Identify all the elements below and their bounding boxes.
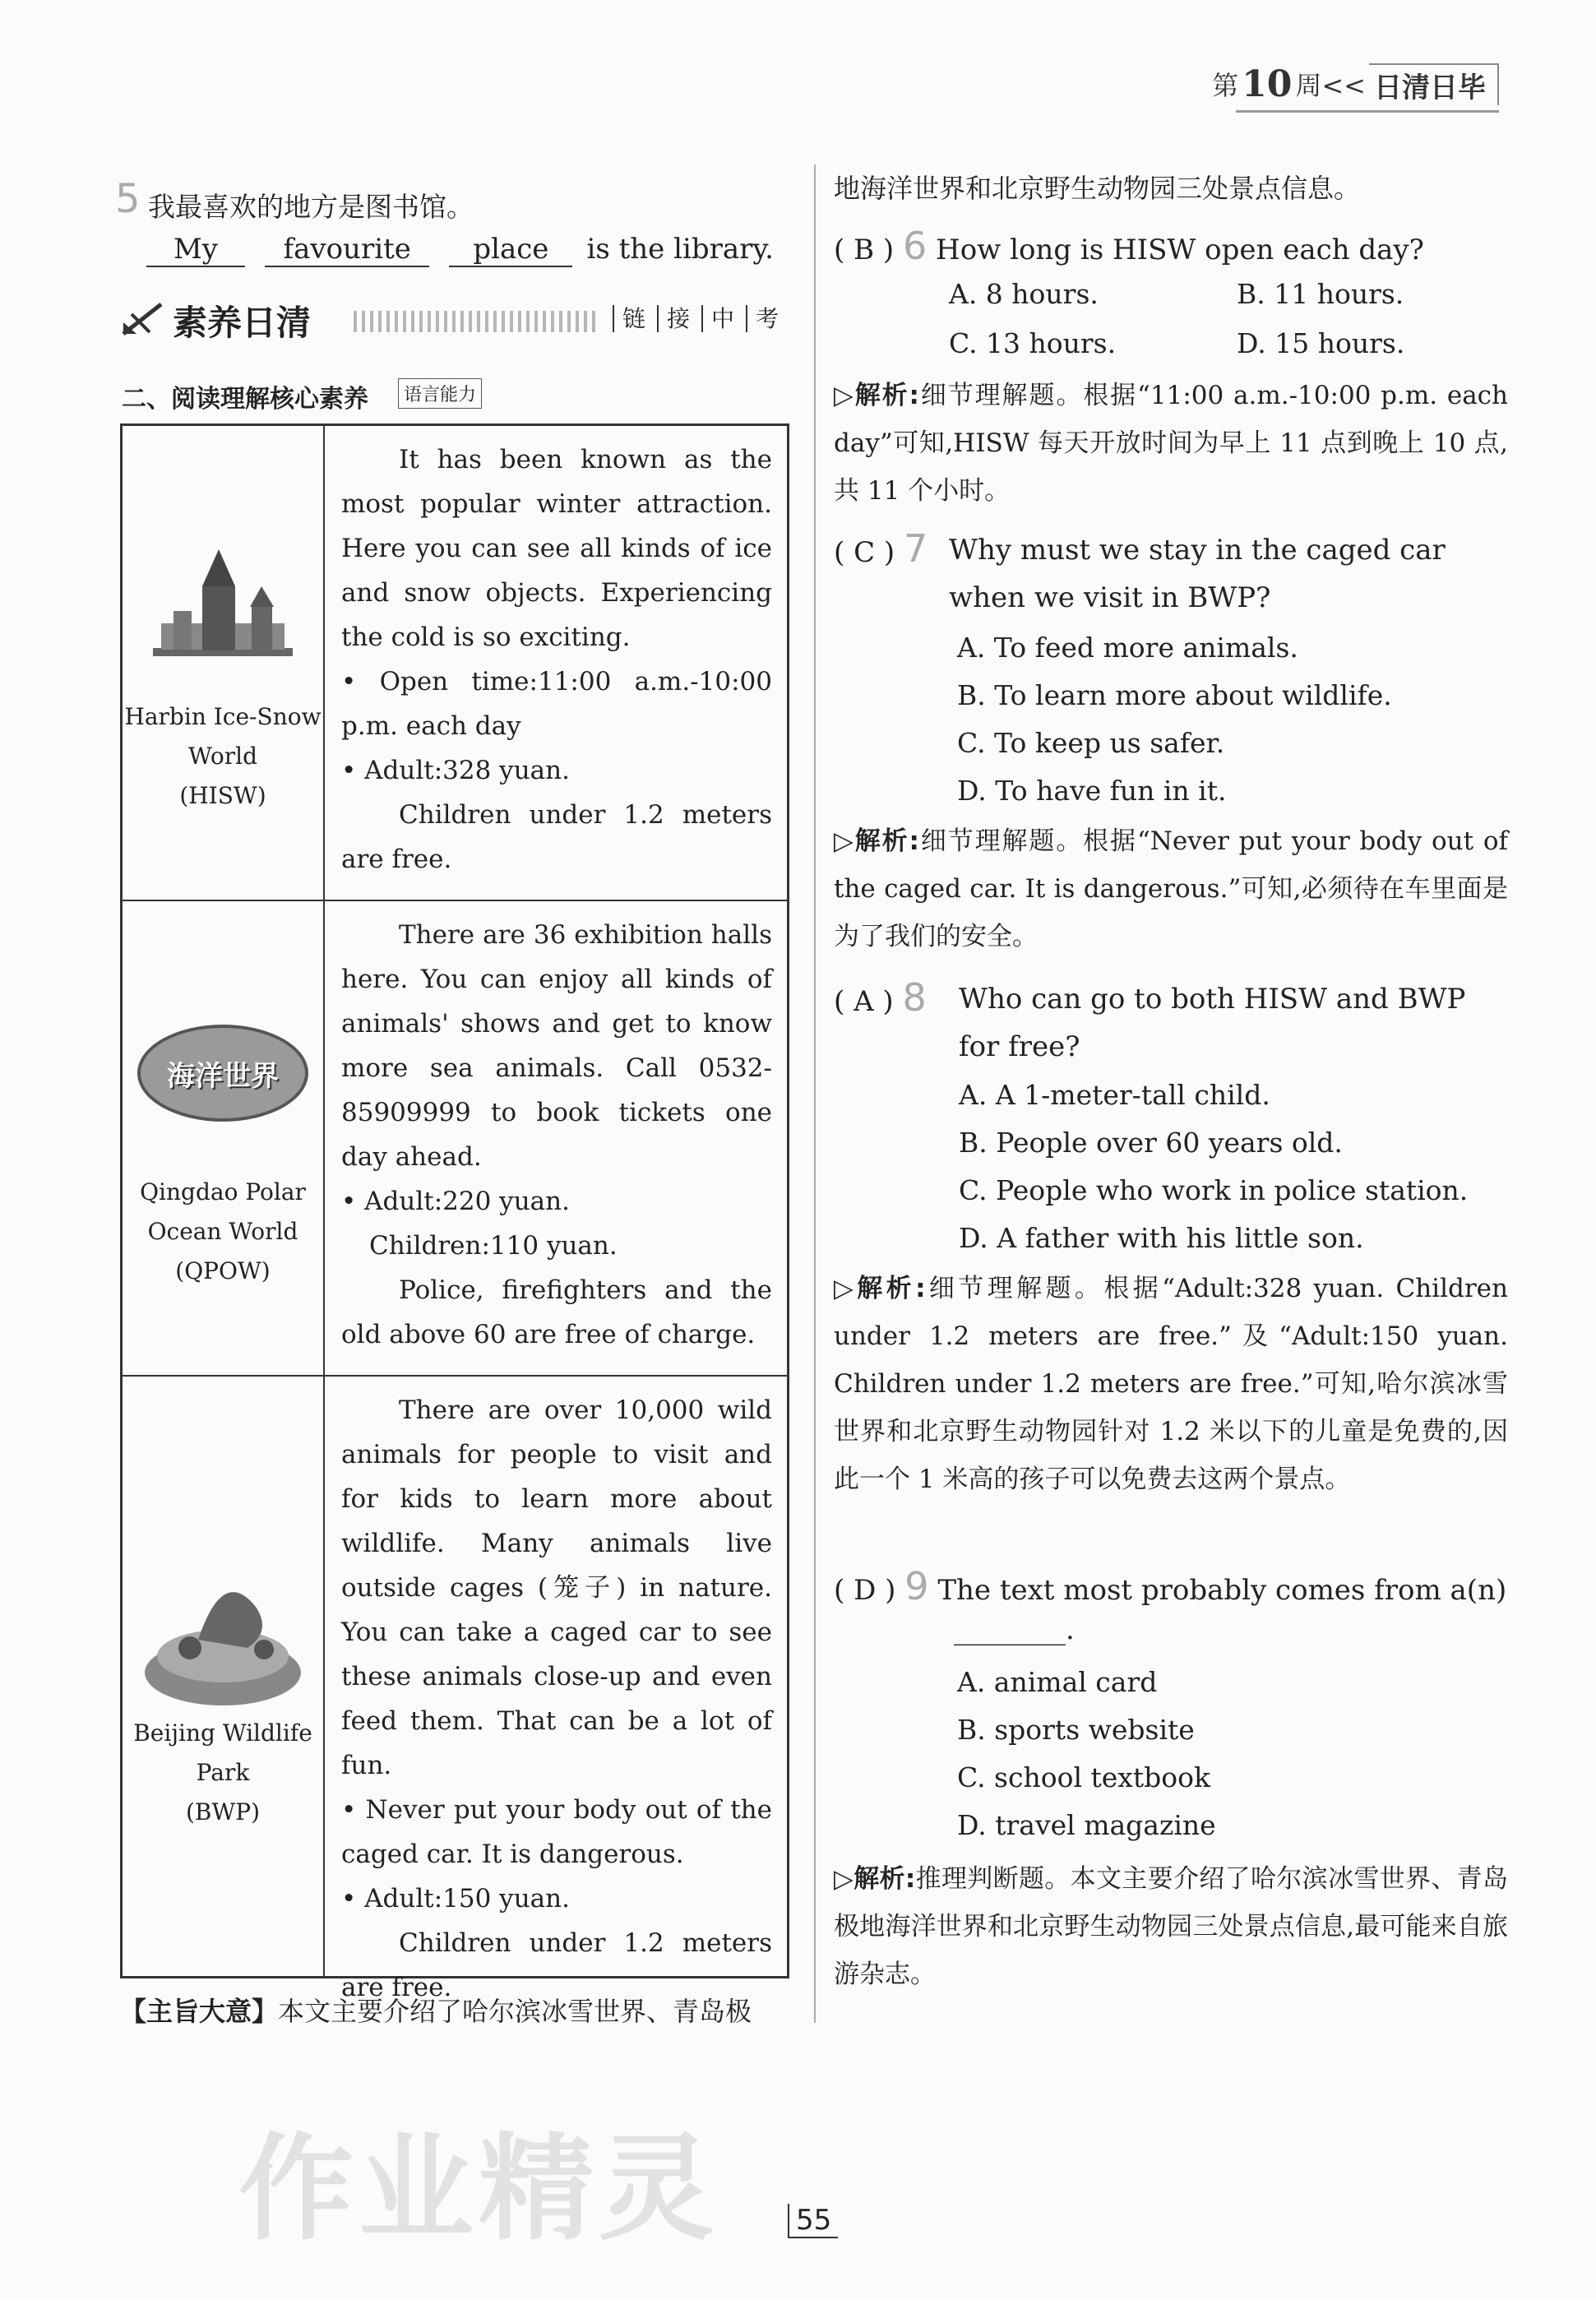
- main-idea-tag: 【主旨大意】: [120, 1996, 279, 2027]
- banner-title: 素养日清: [173, 303, 312, 343]
- banner-link-char: 接: [657, 305, 701, 332]
- explanation: [834, 372, 1508, 515]
- place-name: [123, 697, 323, 816]
- week-suffix: 周<<: [1295, 70, 1366, 101]
- ice-castle-image: [153, 541, 293, 664]
- option-b: B. sports website: [957, 1714, 1195, 1746]
- place-description: [325, 1377, 787, 2010]
- explanation-arrow-icon: ▷: [834, 1864, 854, 1894]
- explanation-label: 解析:: [857, 1274, 926, 1303]
- attractions-table: [120, 423, 789, 2002]
- option-d: D. To have fun in it.: [957, 775, 1227, 807]
- option-a: A. animal card: [957, 1666, 1158, 1698]
- option-c: C. 13 hours.: [949, 327, 1117, 359]
- question-stem: How long is HISW open each day?: [936, 234, 1424, 266]
- question-5-rest: is the library.: [586, 233, 774, 266]
- description-text: There are 36 exhibition halls here. You can enjoy all kinds of animals' shows and get to know more sea animals. Call 0532-85909999 to book tickets one day ahead.: [341, 920, 772, 1172]
- wildlife-park-image: [141, 1557, 305, 1714]
- banner-stripes: [354, 311, 600, 332]
- main-idea-continued: 地海洋世界和北京野生动物园三处景点信息。: [834, 173, 1361, 204]
- table-row: [123, 426, 787, 901]
- question-stem: Who can go to both HISW and BWP for free?: [959, 983, 1466, 1063]
- question-5-chinese: 我最喜欢的地方是图书馆。: [148, 191, 474, 223]
- main-idea-text: 本文主要介绍了哈尔滨冰雪世界、青岛极: [278, 1996, 752, 2027]
- explanation-text: 推理判断题。本文主要介绍了哈尔滨冰雪世界、青岛极地海洋世界和北京野生动物园三处景点信息,最可能来自旅游杂志。: [834, 1864, 1509, 1989]
- question-5-number: 5: [115, 176, 141, 222]
- explanation-label: 解析:: [854, 381, 919, 410]
- column-divider: [814, 164, 816, 2023]
- question-stem: The text most probably comes from a(n): [937, 1574, 1507, 1607]
- place-name-line: Ocean World: [147, 1218, 298, 1245]
- question-number: 9: [904, 1564, 929, 1608]
- explanation-label: 解析:: [854, 826, 919, 856]
- place-cell: [123, 426, 325, 900]
- place-name-line: Park: [196, 1759, 250, 1786]
- pen-icon: [120, 298, 169, 340]
- open-time: • Open time:11:00 a.m.-10:00 p.m. each day: [341, 667, 772, 741]
- option-c: C. People who work in police station.: [959, 1174, 1469, 1206]
- place-name-line: Beijing Wildlife: [133, 1719, 312, 1747]
- place-name-line: Qingdao Polar: [140, 1178, 306, 1206]
- safety-warning: • Never put your body out of the caged car. It is dangerous.: [341, 1795, 772, 1869]
- place-cell: [123, 1377, 325, 1976]
- banner-link-char: 链: [613, 305, 657, 332]
- explanation-text: 细节理解题。根据“Adult:328 yuan. Children under 1.2 meters are free.”及“Adult:150 yuan. Children under 1.2 meters are free.”可知,哈尔滨冰雪世界和北京野生动物园针对 1.2 米以下的儿童是免费的,因此一个 1 米高的孩子可以免费去这两个景点。: [834, 1274, 1508, 1494]
- banner-link-char: 考: [746, 305, 790, 332]
- question-9: [834, 1564, 1506, 1608]
- question-answer: ( A ): [834, 985, 894, 1018]
- section-heading: 二、阅读理解核心素养: [122, 385, 368, 414]
- section-tag: 语言能力: [398, 378, 482, 409]
- option-c: C. school textbook: [957, 1761, 1211, 1793]
- week-number: 10: [1242, 62, 1293, 105]
- table-row: [123, 1377, 787, 2002]
- option-a: A. A 1-meter-tall child.: [959, 1079, 1270, 1111]
- week-prefix: 第: [1212, 70, 1239, 101]
- header-rule: [1236, 110, 1499, 113]
- question-stem: Why must we stay in the caged car when we visit in BWP?: [949, 534, 1446, 614]
- explanation: [834, 1265, 1508, 1503]
- page-number: 55: [788, 2204, 838, 2238]
- main-idea: [120, 1988, 794, 2034]
- description-text: It has been known as the most popular winter attraction. Here you can see all kinds of ice and snow objects. Experiencing the cold is so exciting.: [341, 445, 772, 652]
- explanation-arrow-icon: ▷: [834, 826, 855, 856]
- adult-price: • Adult:220 yuan.: [341, 1187, 570, 1216]
- children-price: Children under 1.2 meters are free.: [341, 1928, 772, 2002]
- option-a: A. 8 hours.: [949, 278, 1099, 310]
- question-answer: ( D ): [834, 1574, 896, 1607]
- banner-link: [613, 301, 790, 334]
- option-d: D. A father with his little son.: [959, 1222, 1364, 1254]
- children-price: Children under 1.2 meters are free.: [341, 800, 772, 874]
- banner-link-char: 中: [701, 305, 746, 332]
- question-8: [834, 975, 927, 1020]
- answer-blank-1: My: [146, 233, 245, 267]
- explanation-label: 解析:: [854, 1864, 916, 1894]
- question-answer: ( C ): [834, 536, 895, 569]
- brand-label: 日清日毕: [1369, 63, 1499, 105]
- place-name-line: (BWP): [185, 1798, 261, 1826]
- option-d: D. 15 hours.: [1237, 327, 1405, 359]
- table-row: [123, 901, 787, 1377]
- option-b: B. 11 hours.: [1237, 278, 1404, 310]
- ocean-world-logo: [137, 1025, 308, 1122]
- question-number: 6: [902, 224, 928, 268]
- place-name: [123, 1173, 323, 1291]
- explanation-text: 细节理解题。根据“Never put your body out of the caged car. It is dangerous.”可知,必须待在车里面是为了我们的安全。: [834, 826, 1508, 951]
- adult-price: • Adult:328 yuan.: [341, 756, 570, 785]
- question-blank: ________.: [954, 1613, 1075, 1646]
- question-5-answer-line: [146, 233, 774, 267]
- explanation-arrow-icon: ▷: [834, 1274, 858, 1303]
- explanation: [834, 817, 1508, 960]
- option-b: B. To learn more about wildlife.: [957, 679, 1392, 711]
- ocean-world-logo-text: 海洋世界: [167, 1059, 279, 1093]
- answer-blank-2: favourite: [265, 233, 429, 267]
- explanation-text: 细节理解题。根据“11:00 a.m.-10:00 p.m. each day”可知,HISW 每天开放时间为早上 11 点到晚上 10 点,共 11 个小时。: [834, 381, 1508, 506]
- place-name-line: World: [188, 743, 257, 770]
- place-cell: [123, 901, 325, 1375]
- place-name-line: (HISW): [179, 782, 266, 809]
- explanation: [834, 1855, 1508, 1998]
- question-6: [834, 224, 1424, 268]
- option-a: A. To feed more animals.: [957, 632, 1298, 664]
- adult-price: • Adult:150 yuan.: [341, 1884, 570, 1914]
- children-price: Children:110 yuan.: [369, 1231, 618, 1261]
- place-description: [325, 426, 787, 882]
- free-admission-note: Police, firefighters and the old above 60 are free of charge.: [341, 1275, 772, 1349]
- watermark: 作业精灵: [238, 2122, 719, 2256]
- place-description: [325, 901, 787, 1357]
- answer-blank-3: place: [449, 233, 572, 267]
- question-number: 7: [903, 526, 928, 571]
- description-text: There are over 10,000 wild animals for people to visit and for kids to learn more about wildlife. Many animals live outside cages (笼子) in nature. You can take a caged car to see these animals close-up and even feed them. That can be a lot of fun.: [341, 1395, 772, 1780]
- option-c: C. To keep us safer.: [957, 727, 1225, 759]
- page-header: [1212, 59, 1499, 109]
- explanation-arrow-icon: ▷: [834, 381, 855, 410]
- option-b: B. People over 60 years old.: [959, 1127, 1343, 1159]
- place-name: [123, 1714, 323, 1832]
- option-d: D. travel magazine: [957, 1809, 1216, 1841]
- place-name-line: (QPOW): [175, 1257, 271, 1284]
- place-name-line: Harbin Ice-Snow: [124, 703, 322, 730]
- question-answer: ( B ): [834, 234, 895, 266]
- question-number: 8: [902, 975, 927, 1020]
